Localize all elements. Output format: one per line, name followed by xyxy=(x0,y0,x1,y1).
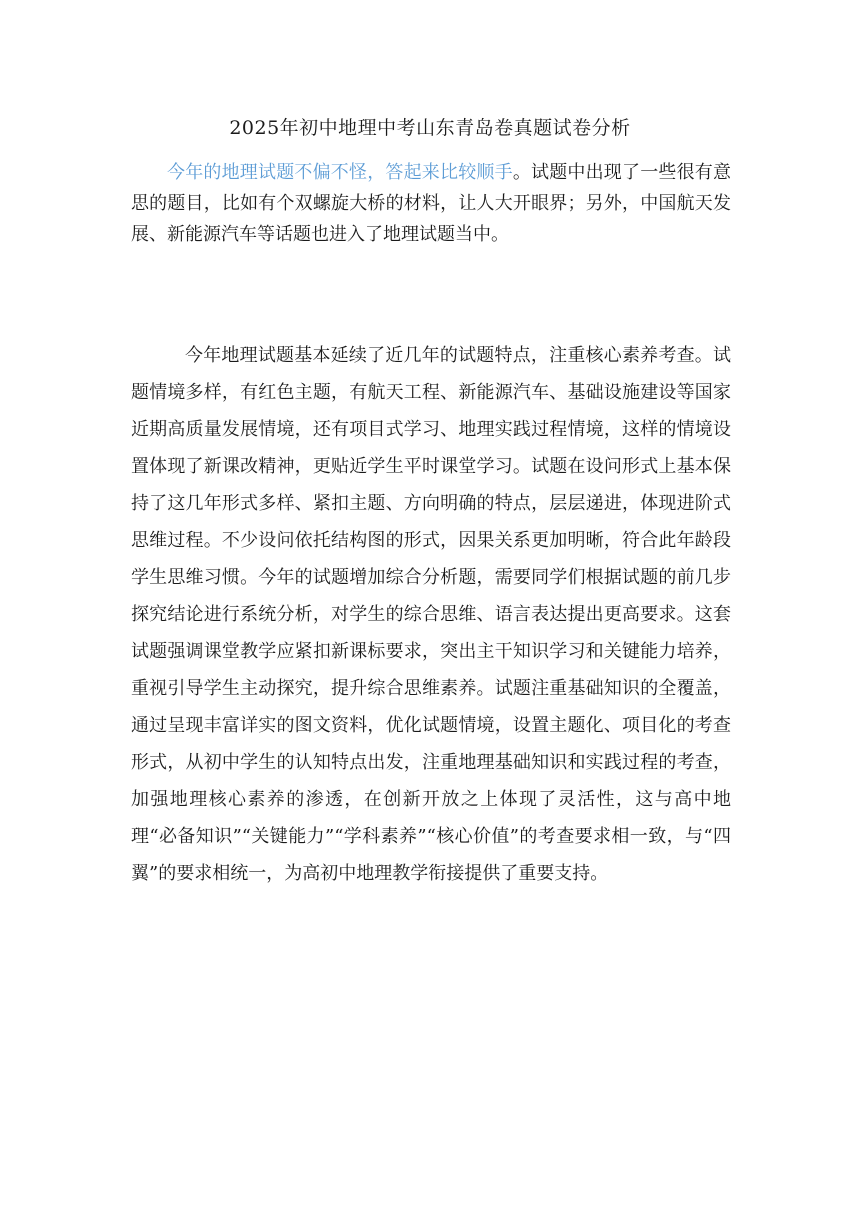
intro-paragraph xyxy=(131,157,731,250)
intro-highlight-text: 今年的地理试题不偏不怪，答起来比较顺手 xyxy=(167,162,513,183)
analysis-paragraph: 今年地理试题基本延续了近几年的试题特点，注重核心素养考查。试题情境多样，有红色主题，有航天工程、新能源汽车、基础设施建设等国家近期高质量发展情境，还有项目式学习、地理实践过程情境，这样的情境设置体现了新课改精神，更贴近学生平时课堂学习。试题在设问形式上基本保持了这几年形式多样、紧扣主题、方向明确的特点，层层递进，体现进阶式思维过程。不少设问依托结构图的形式，因果关系更加明晰，符合此年龄段学生思维习惯。今年的试题增加综合分析题，需要同学们根据试题的前几步探究结论进行系统分析，对学生的综合思维、语言表达提出更高要求。这套试题强调课堂教学应紧扣新课标要求，突出主干知识学习和关键能力培养，重视引导学生主动探究，提升综合思维素养。试题注重基础知识的全覆盖，通过呈现丰富详实的图文资料，优化试题情境，设置主题化、项目化的考查形式，从初中学生的认知特点出发，注重地理基础知识和实践过程的考查，加强地理核心素养的渗透，在创新开放之上体现了灵活性，这与高中地理“必备知识”“关键能力”“学科素养”“核心价值”的考查要求相一致，与“四翼”的要求相统一，为高初中地理教学衔接提供了重要支持。 xyxy=(131,345,731,884)
document-title: 2025年初中地理中考山东青岛卷真题试卷分析 xyxy=(229,117,631,139)
intro-body-text: 。试题中出现了一些很有意思的题目，比如有个双螺旋大桥的材料，让人大开眼界；另外，中国航天发展、新能源汽车等话题也进入了地理试题当中。 xyxy=(131,162,732,245)
